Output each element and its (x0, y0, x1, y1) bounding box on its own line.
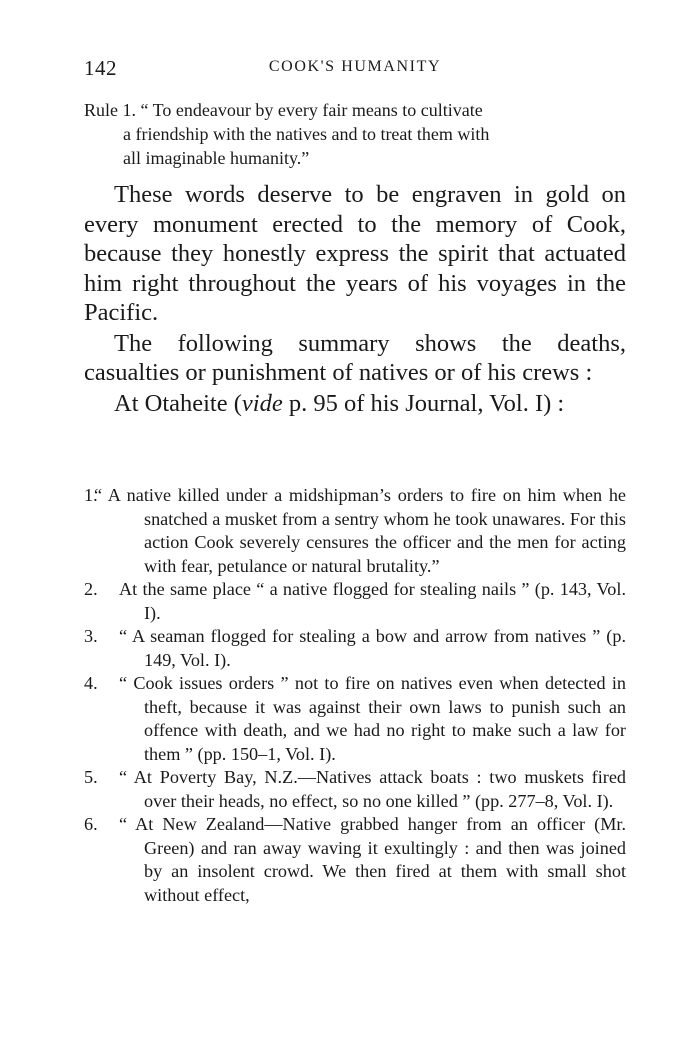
item-number: 5. (84, 767, 98, 787)
rule-text-line3: all imaginable humanity.” (123, 148, 310, 168)
item-number: 4. (84, 673, 98, 693)
item-number: 6. (84, 814, 98, 834)
body-text (84, 180, 626, 418)
list-item (84, 813, 626, 907)
otaheite-text-start: At Otaheite ( (114, 389, 242, 417)
item-text: “ At Poverty Bay, N.Z.—Natives attack boats : two muskets fired over their heads, no effect, so no one killed ” (pp. 277–8, Vol. I). (119, 767, 626, 811)
item-number: 3. (84, 626, 98, 646)
list-item (84, 578, 626, 625)
item-number: 1. (84, 485, 98, 505)
list-item (84, 484, 626, 578)
paragraph-summary: The following summary shows the deaths, casualties or punishment of natives or of his crews : (84, 329, 626, 386)
vide-italic: vide (241, 389, 283, 417)
paragraph-otaheite (84, 389, 626, 419)
list-item (84, 625, 626, 672)
list-item (84, 672, 626, 766)
rule-quote (84, 98, 626, 170)
rule-text-line1: “ To endeavour by every fair means to cultivate (140, 100, 483, 120)
item-text: At the same place “ a native flogged for stealing nails ” (p. 143, Vol. I). (119, 579, 626, 623)
item-text: “ At New Zealand—Native grabbed hanger from an officer (Mr. Green) and ran away waving it exultingly : and then was joined by an insolent crowd. We then fired at them with small shot without effect, (119, 814, 626, 905)
rule-label: Rule 1. (84, 100, 136, 120)
item-text: “ A native killed under a midshipman’s orders to fire on him when he snatched a musket from a sentry whom he took unawares. For this action Cook severely censures the officer and the men for acting with fear, petulance or natural brutality.” (94, 485, 626, 576)
item-text: “ A seaman flogged for stealing a bow and arrow from natives ” (p. 149, Vol. I). (119, 626, 626, 670)
page-number: 142 (84, 56, 117, 80)
incident-list (84, 484, 626, 907)
otaheite-text-end: p. 95 of his Journal, Vol. I) : (282, 389, 565, 417)
running-title: COOK'S HUMANITY (268, 58, 442, 75)
item-text: “ Cook issues orders ” not to fire on natives even when detected in theft, because it was against their own laws to punish such an offence with death, and we had no right to make such a law for them ” (pp. 150–1, Vol. I). (119, 673, 626, 764)
paragraph-engraven: These words deserve to be engraven in gold on every monument erected to the memory of Cook, because they honestly express the spirit that actuated him right throughout the years of his voyages in the Pacific. (84, 181, 626, 326)
item-number: 2. (84, 579, 98, 599)
rule-text-line2: a friendship with the natives and to treat them with (123, 124, 490, 144)
page-header (84, 56, 626, 80)
list-item (84, 766, 626, 813)
